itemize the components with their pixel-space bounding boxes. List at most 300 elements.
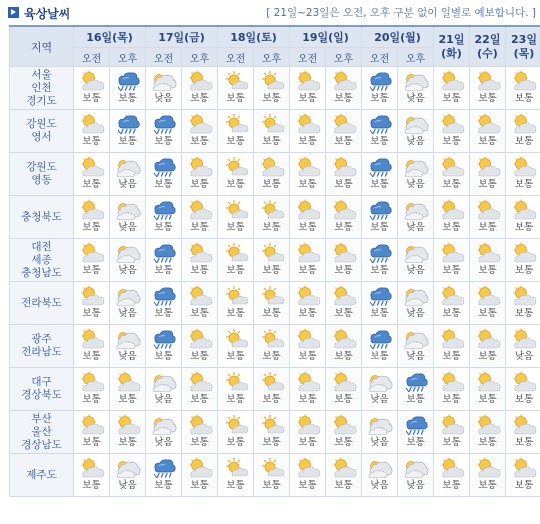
fire-risk-label: 보통 — [226, 136, 245, 147]
forecast-cell — [182, 67, 218, 110]
partly-cloudy-icon — [290, 113, 325, 135]
rain-icon — [146, 242, 181, 264]
forecast-cell — [470, 411, 506, 454]
fire-risk-label: 낮음 — [406, 308, 425, 319]
rain-icon — [146, 328, 181, 350]
fire-risk-label: 보통 — [82, 351, 101, 362]
forecast-cell — [218, 153, 254, 196]
region-row — [10, 239, 540, 282]
fire-risk-label: 보통 — [298, 308, 317, 319]
fire-risk-label: 보통 — [226, 93, 245, 104]
forecast-cell — [110, 196, 146, 239]
forecast-cell — [182, 282, 218, 325]
forecast-cell — [290, 282, 326, 325]
forecast-note: [ 21일~23일은 오전, 오후 구분 없이 일별로 예보합니다. ] — [266, 7, 536, 19]
forecast-cell — [434, 282, 470, 325]
fire-risk-label: 보통 — [514, 394, 534, 405]
fire-risk-label: 낮음 — [370, 480, 389, 491]
fire-risk-label: 보통 — [334, 351, 353, 362]
afternoon-header: 오후 — [110, 48, 146, 67]
fire-risk-label: 낮음 — [514, 351, 534, 362]
fire-risk-label: 보통 — [442, 265, 461, 276]
cloudy-icon — [398, 285, 433, 307]
fire-risk-label: 보통 — [190, 265, 209, 276]
fire-risk-label: 보통 — [226, 437, 245, 448]
fire-risk-label: 보통 — [190, 222, 209, 233]
day-header: 18일(토) — [218, 26, 290, 48]
partly-cloudy-icon — [290, 242, 325, 264]
forecast-cell — [326, 239, 362, 282]
forecast-cell — [254, 110, 290, 153]
forecast-cell — [434, 196, 470, 239]
forecast-cell — [146, 196, 182, 239]
forecast-cell — [470, 110, 506, 153]
cloudy-icon — [398, 328, 433, 350]
forecast-cell — [110, 239, 146, 282]
partly-cloudy-icon — [470, 199, 505, 221]
forecast-cell — [434, 110, 470, 153]
forecast-cell — [254, 282, 290, 325]
sunny-icon — [218, 328, 253, 350]
forecast-cell — [506, 239, 540, 282]
cloudy-icon — [398, 242, 433, 264]
forecast-cell — [362, 454, 398, 497]
forecast-cell — [74, 368, 110, 411]
forecast-cell — [506, 110, 540, 153]
rain-icon — [146, 199, 181, 221]
forecast-cell — [74, 196, 110, 239]
partly-cloudy-icon — [326, 199, 361, 221]
partly-cloudy-icon — [182, 414, 217, 436]
fire-risk-label: 보통 — [298, 179, 317, 190]
forecast-cell — [326, 153, 362, 196]
partly-cloudy-icon — [110, 414, 145, 436]
fire-risk-label: 보통 — [406, 394, 425, 405]
fire-risk-label: 보통 — [334, 480, 353, 491]
partly-cloudy-icon — [326, 156, 361, 178]
forecast-cell — [470, 368, 506, 411]
fire-risk-label: 보통 — [478, 351, 497, 362]
forecast-cell — [362, 282, 398, 325]
cloudy-icon — [362, 414, 397, 436]
forecast-cell — [146, 239, 182, 282]
fire-risk-label: 보통 — [442, 222, 461, 233]
fire-risk-label: 낮음 — [406, 93, 425, 104]
forecast-cell — [182, 153, 218, 196]
partly-cloudy-icon — [434, 113, 469, 135]
partly-cloudy-icon — [434, 414, 469, 436]
sunny-icon — [218, 199, 253, 221]
morning-header: 오전 — [74, 48, 110, 67]
rain-icon — [110, 70, 145, 92]
region-name[interactable]: 대구 경상북도 — [10, 368, 74, 411]
fire-risk-label: 보통 — [334, 136, 353, 147]
forecast-cell — [290, 67, 326, 110]
sunny-icon — [254, 113, 289, 135]
fire-risk-label: 보통 — [262, 351, 281, 362]
forecast-cell — [254, 239, 290, 282]
day-header: 23일 (목) — [506, 26, 540, 67]
forecast-cell — [506, 153, 540, 196]
forecast-cell — [110, 411, 146, 454]
fire-risk-label: 낮음 — [406, 480, 425, 491]
forecast-cell — [254, 153, 290, 196]
fire-risk-label: 보통 — [154, 179, 173, 190]
sunny-icon — [218, 285, 253, 307]
fire-risk-label: 보통 — [190, 351, 209, 362]
fire-risk-label: 낮음 — [118, 308, 137, 319]
region-name[interactable]: 광주 전라남도 — [10, 325, 74, 368]
morning-header: 오전 — [290, 48, 326, 67]
fire-risk-label: 보통 — [118, 93, 137, 104]
forecast-cell — [110, 67, 146, 110]
fire-risk-label: 보통 — [154, 136, 173, 147]
fire-risk-label: 보통 — [190, 480, 209, 491]
forecast-cell — [74, 110, 110, 153]
forecast-cell — [362, 153, 398, 196]
forecast-cell — [326, 454, 362, 497]
cloudy-icon — [362, 371, 397, 393]
fire-risk-label: 보통 — [370, 351, 389, 362]
fire-risk-label: 보통 — [262, 179, 281, 190]
region-column-header: 지역 — [10, 26, 74, 67]
partly-cloudy-icon — [182, 70, 217, 92]
fire-risk-label: 보통 — [190, 136, 209, 147]
forecast-cell — [398, 368, 434, 411]
fire-risk-label: 보통 — [82, 480, 101, 491]
cloudy-icon — [398, 199, 433, 221]
partly-cloudy-icon — [74, 113, 109, 135]
fire-risk-label: 보통 — [154, 480, 173, 491]
forecast-cell — [470, 153, 506, 196]
forecast-cell — [74, 282, 110, 325]
rain-icon — [362, 199, 397, 221]
partly-cloudy-icon — [470, 457, 505, 479]
forecast-cell — [254, 454, 290, 497]
partly-cloudy-icon — [254, 156, 289, 178]
fire-risk-label: 보통 — [226, 394, 245, 405]
forecast-cell — [254, 196, 290, 239]
fire-risk-label: 보통 — [478, 394, 497, 405]
forecast-cell — [398, 454, 434, 497]
partly-cloudy-icon — [326, 328, 361, 350]
fire-risk-label: 보통 — [514, 437, 534, 448]
morning-header: 오전 — [362, 48, 398, 67]
fire-risk-label: 보통 — [370, 308, 389, 319]
partly-cloudy-icon — [506, 242, 540, 264]
fire-risk-label: 보통 — [478, 265, 497, 276]
partly-cloudy-icon — [506, 371, 540, 393]
forecast-cell — [398, 411, 434, 454]
forecast-cell — [74, 325, 110, 368]
forecast-cell — [398, 239, 434, 282]
partly-cloudy-icon — [434, 199, 469, 221]
forecast-cell — [398, 67, 434, 110]
forecast-cell — [182, 110, 218, 153]
fire-risk-label: 낮음 — [406, 351, 425, 362]
fire-risk-label: 보통 — [262, 437, 281, 448]
cloudy-icon — [146, 414, 181, 436]
partly-cloudy-icon — [182, 199, 217, 221]
forecast-cell — [506, 454, 540, 497]
forecast-cell — [290, 153, 326, 196]
forecast-cell — [254, 411, 290, 454]
region-name[interactable]: 강원도 영서 — [10, 110, 74, 153]
sunny-icon — [218, 113, 253, 135]
forecast-cell — [218, 325, 254, 368]
fire-risk-label: 보통 — [334, 308, 353, 319]
partly-cloudy-icon — [74, 70, 109, 92]
forecast-cell — [146, 368, 182, 411]
afternoon-header: 오후 — [254, 48, 290, 67]
fire-risk-label: 보통 — [298, 480, 317, 491]
fire-risk-label: 보통 — [226, 308, 245, 319]
forecast-cell — [110, 454, 146, 497]
sunny-icon — [218, 156, 253, 178]
fire-risk-label: 보통 — [154, 351, 173, 362]
day-header: 17일(금) — [146, 26, 218, 48]
forecast-cell — [290, 239, 326, 282]
fire-risk-label: 보통 — [298, 265, 317, 276]
forecast-cell — [254, 368, 290, 411]
forecast-cell — [182, 325, 218, 368]
forecast-cell — [434, 368, 470, 411]
forecast-cell — [290, 368, 326, 411]
rain-icon — [398, 414, 433, 436]
forecast-cell — [326, 411, 362, 454]
fire-risk-label: 보통 — [82, 93, 101, 104]
forecast-cell — [434, 67, 470, 110]
fire-risk-label: 낮음 — [118, 480, 137, 491]
partly-cloudy-icon — [506, 199, 540, 221]
partly-cloudy-icon — [182, 285, 217, 307]
partly-cloudy-icon — [434, 242, 469, 264]
fire-risk-label: 보통 — [442, 93, 461, 104]
cloudy-icon — [110, 328, 145, 350]
forecast-cell — [506, 282, 540, 325]
forecast-cell — [326, 368, 362, 411]
fire-risk-label: 보통 — [442, 351, 461, 362]
partly-cloudy-icon — [506, 113, 540, 135]
region-row — [10, 454, 540, 497]
forecast-cell — [218, 196, 254, 239]
forecast-cell — [182, 368, 218, 411]
region-row — [10, 411, 540, 454]
fire-risk-label: 낮음 — [154, 93, 173, 104]
sunny-icon — [254, 70, 289, 92]
rain-icon — [362, 156, 397, 178]
fire-risk-label: 보통 — [334, 265, 353, 276]
region-name[interactable]: 충청북도 — [10, 196, 74, 239]
morning-header: 오전 — [218, 48, 254, 67]
day-header: 22일 (수) — [470, 26, 506, 67]
cloudy-icon — [110, 457, 145, 479]
partly-cloudy-icon — [182, 113, 217, 135]
title-bar — [4, 4, 536, 22]
forecast-cell — [506, 196, 540, 239]
fire-risk-label: 보통 — [514, 93, 534, 104]
fire-risk-label: 보통 — [442, 394, 461, 405]
forecast-cell — [182, 196, 218, 239]
partly-cloudy-icon — [470, 70, 505, 92]
partly-cloudy-icon — [182, 156, 217, 178]
forecast-cell — [110, 282, 146, 325]
region-name[interactable]: 서울 인천 경기도 — [10, 67, 74, 110]
fire-risk-label: 보통 — [82, 179, 101, 190]
partly-cloudy-icon — [434, 457, 469, 479]
partly-cloudy-icon — [74, 199, 109, 221]
fire-risk-label: 낮음 — [370, 437, 389, 448]
forecast-cell — [290, 411, 326, 454]
region-name[interactable]: 제주도 — [10, 454, 74, 497]
fire-risk-label: 낮음 — [406, 265, 425, 276]
fire-risk-label: 보통 — [478, 179, 497, 190]
forecast-cell — [182, 239, 218, 282]
fire-risk-label: 보통 — [298, 222, 317, 233]
partly-cloudy-icon — [290, 457, 325, 479]
region-row — [10, 153, 540, 196]
region-row — [10, 325, 540, 368]
forecast-cell — [218, 67, 254, 110]
partly-cloudy-icon — [74, 242, 109, 264]
forecast-cell — [110, 153, 146, 196]
partly-cloudy-icon — [326, 371, 361, 393]
partly-cloudy-icon — [470, 371, 505, 393]
partly-cloudy-icon — [290, 199, 325, 221]
forecast-cell — [326, 67, 362, 110]
sunny-icon — [254, 371, 289, 393]
fire-risk-label: 낮음 — [406, 222, 425, 233]
fire-risk-label: 보통 — [478, 93, 497, 104]
forecast-cell — [362, 368, 398, 411]
fire-risk-label: 보통 — [82, 222, 101, 233]
fire-risk-label: 보통 — [118, 136, 137, 147]
day-header: 21일 (화) — [434, 26, 470, 67]
fire-risk-label: 보통 — [334, 394, 353, 405]
fire-risk-label: 보통 — [370, 179, 389, 190]
partly-cloudy-icon — [470, 285, 505, 307]
partly-cloudy-icon — [182, 242, 217, 264]
sunny-icon — [218, 70, 253, 92]
fire-risk-label: 보통 — [298, 437, 317, 448]
day-header: 19일(일) — [290, 26, 362, 48]
forecast-cell — [434, 454, 470, 497]
forecast-cell — [146, 454, 182, 497]
partly-cloudy-icon — [74, 414, 109, 436]
fire-risk-label: 보통 — [514, 308, 534, 319]
region-name[interactable]: 강원도 영동 — [10, 153, 74, 196]
partly-cloudy-icon — [182, 328, 217, 350]
sunny-icon — [254, 457, 289, 479]
cloudy-icon — [110, 242, 145, 264]
fire-risk-label: 보통 — [478, 308, 497, 319]
forecast-cell — [362, 110, 398, 153]
region-row — [10, 282, 540, 325]
sunny-icon — [254, 414, 289, 436]
forecast-cell — [398, 325, 434, 368]
rain-icon — [146, 457, 181, 479]
cloudy-icon — [398, 113, 433, 135]
forecast-cell — [74, 454, 110, 497]
partly-cloudy-icon — [434, 328, 469, 350]
partly-cloudy-icon — [326, 414, 361, 436]
forecast-cell — [146, 325, 182, 368]
partly-cloudy-icon — [326, 457, 361, 479]
afternoon-header: 오후 — [326, 48, 362, 67]
partly-cloudy-icon — [290, 285, 325, 307]
rain-icon — [398, 371, 433, 393]
partly-cloudy-icon — [434, 285, 469, 307]
fire-risk-label: 낮음 — [118, 351, 137, 362]
forecast-cell — [470, 67, 506, 110]
fire-risk-label: 보통 — [82, 136, 101, 147]
forecast-cell — [470, 454, 506, 497]
fire-risk-label: 보통 — [82, 265, 101, 276]
title-arrow-icon — [8, 7, 19, 18]
forecast-cell — [182, 454, 218, 497]
partly-cloudy-icon — [470, 156, 505, 178]
fire-risk-label: 낮음 — [118, 222, 137, 233]
rain-icon — [146, 113, 181, 135]
forecast-cell — [506, 67, 540, 110]
sunny-icon — [254, 328, 289, 350]
fire-risk-label: 보통 — [334, 179, 353, 190]
partly-cloudy-icon — [290, 156, 325, 178]
fire-risk-label: 낮음 — [154, 437, 173, 448]
fire-risk-label: 낮음 — [154, 394, 173, 405]
fire-risk-label: 보통 — [406, 437, 425, 448]
fire-risk-label: 보통 — [118, 437, 137, 448]
partly-cloudy-icon — [74, 328, 109, 350]
fire-risk-label: 보통 — [514, 222, 534, 233]
forecast-cell — [362, 325, 398, 368]
fire-risk-label: 낮음 — [406, 136, 425, 147]
fire-risk-label: 보통 — [262, 136, 281, 147]
fire-risk-label: 보통 — [442, 136, 461, 147]
forecast-cell — [470, 282, 506, 325]
forecast-cell — [290, 196, 326, 239]
forecast-cell — [110, 325, 146, 368]
partly-cloudy-icon — [74, 156, 109, 178]
region-row — [10, 368, 540, 411]
forecast-cell — [398, 110, 434, 153]
fire-risk-label: 보통 — [154, 265, 173, 276]
rain-icon — [362, 328, 397, 350]
partly-cloudy-icon — [506, 414, 540, 436]
forecast-cell — [326, 196, 362, 239]
fire-risk-label: 보통 — [262, 93, 281, 104]
forecast-cell — [182, 411, 218, 454]
forecast-cell — [506, 368, 540, 411]
partly-cloudy-icon — [470, 414, 505, 436]
forecast-cell — [146, 67, 182, 110]
region-row — [10, 110, 540, 153]
forecast-cell — [254, 67, 290, 110]
region-name[interactable]: 전라북도 — [10, 282, 74, 325]
fire-risk-label: 보통 — [298, 93, 317, 104]
fire-risk-label: 낮음 — [406, 179, 425, 190]
forecast-cell — [398, 196, 434, 239]
region-row — [10, 196, 540, 239]
region-name[interactable]: 대전 세종 충청남도 — [10, 239, 74, 282]
forecast-cell — [362, 196, 398, 239]
fire-risk-label: 보통 — [190, 308, 209, 319]
cloudy-icon — [110, 199, 145, 221]
forecast-cell — [434, 325, 470, 368]
partly-cloudy-icon — [506, 457, 540, 479]
fire-risk-label: 보통 — [262, 265, 281, 276]
region-name[interactable]: 부산 울산 경상남도 — [10, 411, 74, 454]
